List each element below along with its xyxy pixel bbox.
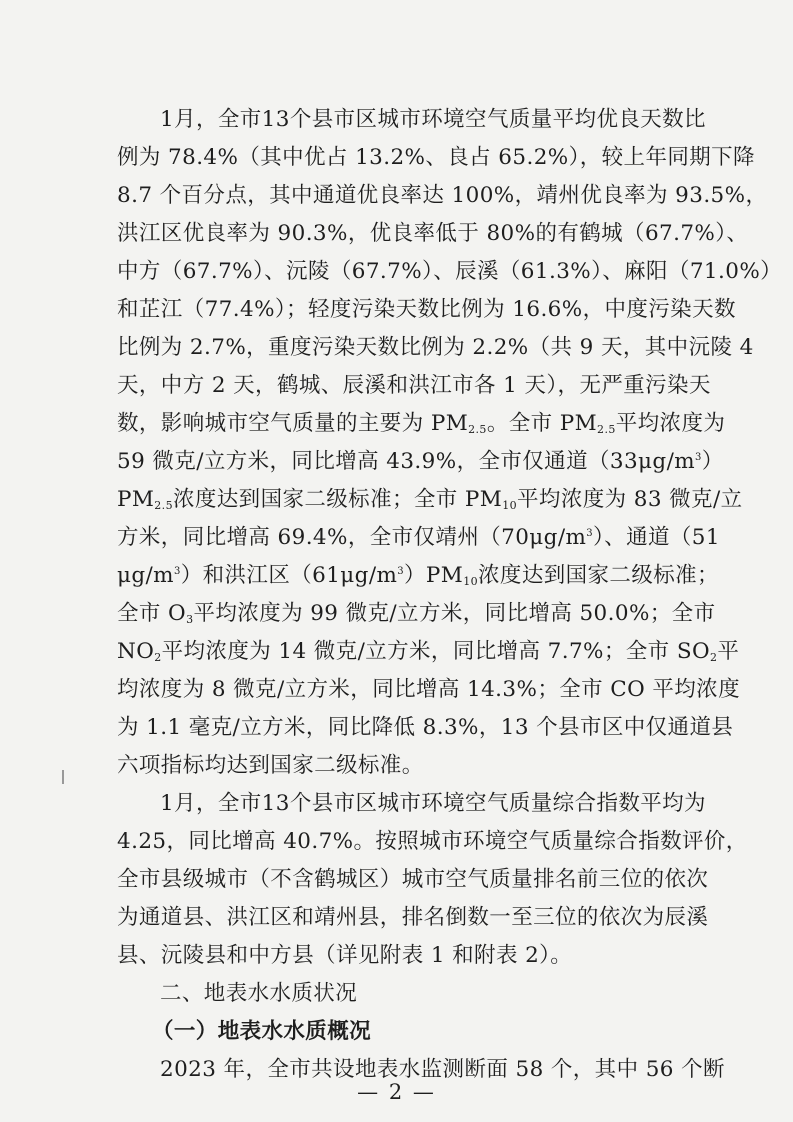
paragraph-3-line-1: 2023 年，全市共设地表水监测断面 58 个，其中 56 个断 — [160, 1057, 725, 1082]
subscript: 2.5 — [468, 423, 487, 436]
superscript: 3 — [173, 566, 181, 577]
text-fragment: 数，影响城市空气质量的主要为 PM — [117, 411, 469, 436]
page-number: — 2 — — [357, 1080, 436, 1104]
text-fragment: 平 — [717, 639, 740, 664]
subscript: 2.5 — [154, 499, 173, 512]
paragraph-2-line-4: 为通道县、洪江区和靖州县，排名倒数一至三位的依次为辰溪 — [117, 905, 709, 930]
binding-mark — [62, 770, 64, 784]
text-fragment: 。全市 PM — [486, 411, 598, 436]
text-fragment: 59 微克/立方米，同比增高 43.9%，全市仅通道（33μg/m — [117, 449, 695, 474]
subscript: 10 — [502, 499, 518, 512]
paragraph-1-line-14 — [117, 599, 715, 629]
paragraph-1-line-6: 和芷江（77.4%）；轻度污染天数比例为 16.6%，中度污染天数 — [117, 297, 736, 322]
paragraph-1-line-11 — [117, 485, 743, 515]
superscript: 3 — [397, 566, 405, 577]
paragraph-1-line-2: 例为 78.4%（其中优占 13.2%、良占 65.2%），较上年同期下降 — [117, 145, 755, 170]
paragraph-1-line-17: 为 1.1 毫克/立方米，同比降低 8.3%，13 个县市区中仅通道县 — [117, 715, 734, 740]
paragraph-1-line-5: 中方（67.7%）、沅陵（67.7%）、辰溪（61.3%）、麻阳（71.0%） — [117, 259, 783, 284]
paragraph-1-line-18: 六项指标均达到国家二级标准。 — [117, 753, 424, 778]
text-fragment: 方米，同比增高 69.4%，全市仅靖州（70μg/m — [117, 525, 587, 550]
paragraph-2-line-1: 1月，全市13个县市区城市环境空气质量综合指数平均为 — [160, 791, 706, 816]
paragraph-1-line-15 — [117, 637, 739, 667]
superscript: 3 — [695, 452, 702, 463]
paragraph-1-line-13 — [117, 561, 719, 591]
superscript: 3 — [586, 528, 594, 539]
subscript: 10 — [463, 575, 479, 588]
subscript: 2 — [709, 651, 718, 664]
text-fragment: 平均浓度为 99 微克/立方米，同比增高 50.0%；全市 — [193, 601, 716, 626]
text-fragment: 浓度达到国家二级标准； — [478, 563, 719, 588]
text-fragment: 平均浓度为 — [615, 411, 726, 436]
text-fragment: ）和洪江区（61μg/m — [180, 563, 398, 588]
text-fragment: ） — [701, 449, 724, 474]
text-fragment: 全市 O — [117, 601, 187, 626]
text-fragment: μg/m — [117, 563, 174, 588]
section-heading: 二、地表水水质状况 — [160, 981, 358, 1006]
paragraph-1-line-3: 8.7 个百分点，其中通道优良率达 100%，靖州优良率为 93.5%， — [117, 183, 768, 208]
paragraph-1-line-8: 天，中方 2 天，鹤城、辰溪和洪江市各 1 天），无严重污染天 — [117, 373, 711, 398]
paragraph-1-line-10 — [117, 447, 724, 477]
subsection-heading: （一）地表水水质概况 — [152, 1019, 372, 1044]
text-fragment: ）、通道（51 — [593, 525, 720, 550]
paragraph-2-line-2: 4.25，同比增高 40.7%。按照城市环境空气质量综合指数评价， — [117, 829, 748, 854]
subscript: 2.5 — [597, 423, 616, 436]
paragraph-1-line-1: 1月，全市13个县市区城市环境空气质量平均优良天数比 — [160, 107, 706, 132]
text-fragment: 平均浓度为 83 微克/立 — [517, 487, 743, 512]
paragraph-1-line-12 — [117, 523, 720, 553]
text-fragment: PM — [117, 487, 155, 512]
text-fragment: 平均浓度为 14 微克/立方米，同比增高 7.7%；全市 SO — [161, 639, 710, 664]
text-fragment: ）PM — [404, 563, 464, 588]
paragraph-1-line-7: 比例为 2.7%，重度污染天数比例为 2.2%（共 9 天，其中沅陵 4 — [117, 335, 754, 360]
paragraph-2-line-3: 全市县级城市（不含鹤城区）城市空气质量排名前三位的依次 — [117, 867, 709, 892]
paragraph-1-line-16: 均浓度为 8 微克/立方米，同比增高 14.3%；全市 CO 平均浓度 — [117, 677, 740, 702]
paragraph-1-line-4: 洪江区优良率为 90.3%，优良率低于 80%的有鹤城（67.7%）、 — [117, 221, 749, 246]
text-fragment: 浓度达到国家二级标准；全市 PM — [172, 487, 503, 512]
subscript: 2 — [154, 651, 162, 664]
subscript: 3 — [186, 613, 194, 626]
text-fragment: NO — [117, 639, 155, 664]
paragraph-2-line-5: 县、沅陵县和中方县（详见附表 1 和附表 2）。 — [117, 943, 573, 968]
paragraph-1-line-9 — [117, 409, 725, 439]
